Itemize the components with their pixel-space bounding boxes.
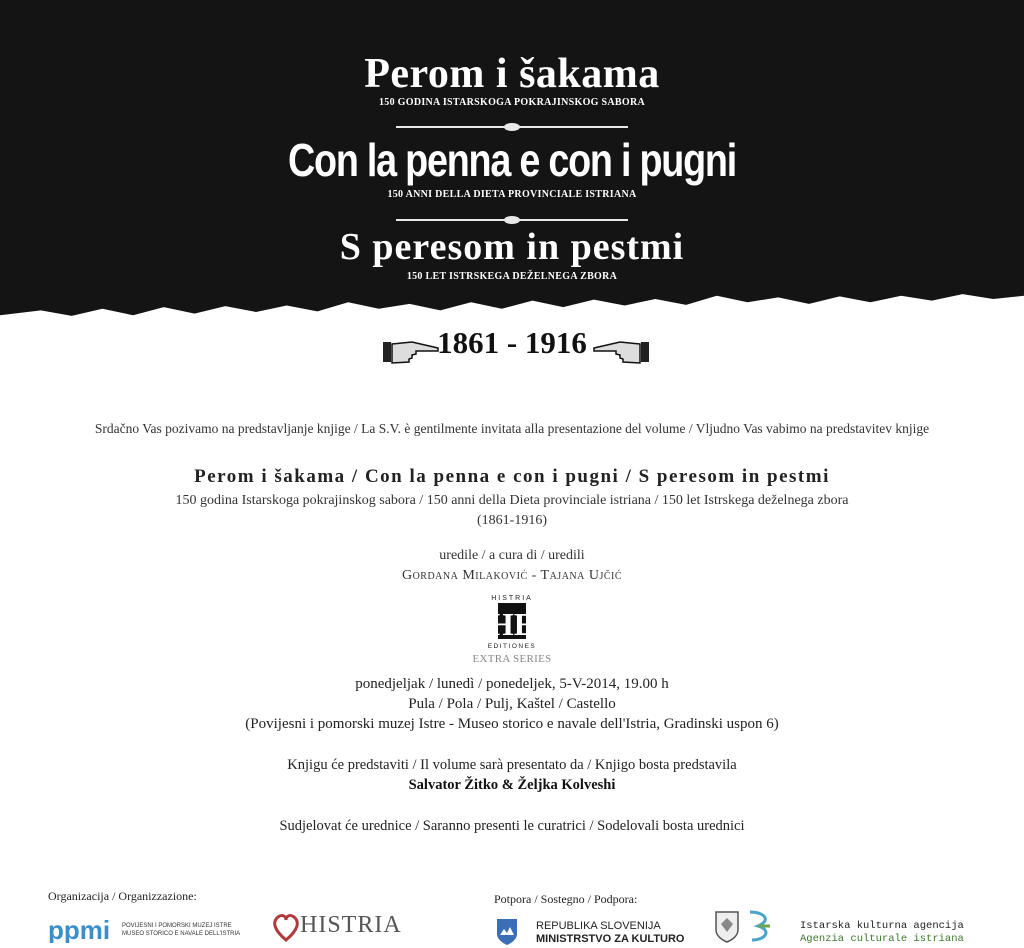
presenters-label: Knjigu će predstaviti / Il volume sarà presentato da / Knjigo bosta predstavila — [287, 757, 737, 773]
title-croatian: Perom i šakama — [364, 51, 660, 97]
istria-county-crest-icon — [712, 904, 742, 946]
event-venue: (Povijesni i pomorski muzej Istre - Museo storico e navale dell'Istria, Gradinski uspon 6) — [245, 716, 779, 732]
museum-logo — [48, 915, 118, 943]
title-slovenian: S peresom in pestmi — [339, 226, 685, 268]
subtitle-italian: 150 ANNI DELLA DIETA PROVINCIALE ISTRIANA — [387, 189, 637, 200]
subtitle-slovenian: 150 LET ISTRSKEGA DEŽELNEGA ZBORA — [406, 271, 618, 282]
logo-bottom-text: EDITIONES — [487, 643, 537, 649]
museum-logo-text: ppmi — [48, 915, 111, 943]
book-years: (1861-1916) — [477, 513, 547, 528]
ornament-divider — [396, 219, 628, 221]
slovenia-coat-of-arms-icon — [496, 918, 518, 946]
book-title: Perom i šakama / Con la penna e con i pugni / S peresom in pestmi — [194, 466, 830, 487]
culture-logo-icon — [744, 906, 778, 946]
event-date: ponedjeljak / lunedì / ponedeljek, 5-V-2014, 19.00 h — [355, 676, 669, 692]
title-italian: Con la penna e con i pugni — [288, 134, 736, 186]
invitation-text: Srdačno Vas pozivamo na predstavljanje knjige / La S.V. è gentilmente invitata alla presentazione del volume / Vljudno Vas vabimo na predstavitev knjige — [94, 421, 930, 436]
editors-label: uredile / a cura di / uredili — [439, 548, 585, 563]
pointing-hand-left-icon — [592, 336, 650, 366]
book-subtitle: 150 godina Istarskoga pokrajinskog sabora / 150 anni della Dieta provinciale istriana / 150 let Istrskega deželnega zbora — [175, 493, 849, 508]
editors-names: Gordana Milaković - Tajana Ujčić — [401, 568, 623, 583]
logo-mark: HE — [488, 606, 536, 642]
histria-logo-text: HISTRIA — [300, 912, 402, 938]
curators-text: Sudjelovat će urednice / Saranno presenti le curatrici / Sodelovali bosta urednici — [279, 818, 745, 834]
museum-name: POVIJESNI I POMORSKI MUZEJ ISTRE MUSEO STORICO E NAVALE DELL'ISTRIA — [122, 923, 241, 937]
subtitle-croatian: 150 GODINA ISTARSKOGA POKRAJINSKOG SABORA — [378, 97, 646, 108]
histria-editiones-logo — [484, 593, 540, 649]
years-heading: 1861 - 1916 — [437, 325, 587, 360]
organization-label: Organizacija / Organizzazione: — [48, 889, 197, 903]
series-label: EXTRA SERIES — [472, 653, 552, 665]
ministry-name: REPUBLIKA SLOVENIJA MINISTRSTVO ZA KULTURO — [536, 920, 685, 945]
support-label: Potpora / Sostegno / Podpora: — [494, 892, 638, 906]
ornament-divider — [396, 126, 628, 128]
presenters-names: Salvator Žitko & Željka Kolveshi — [408, 777, 616, 793]
event-place: Pula / Pola / Pulj, Kaštel / Castello — [408, 696, 616, 712]
logo-top-text: HISTRIA — [491, 595, 533, 602]
agency-name: Istarska kulturna agencija Agenzia culturale istriana — [800, 920, 964, 945]
